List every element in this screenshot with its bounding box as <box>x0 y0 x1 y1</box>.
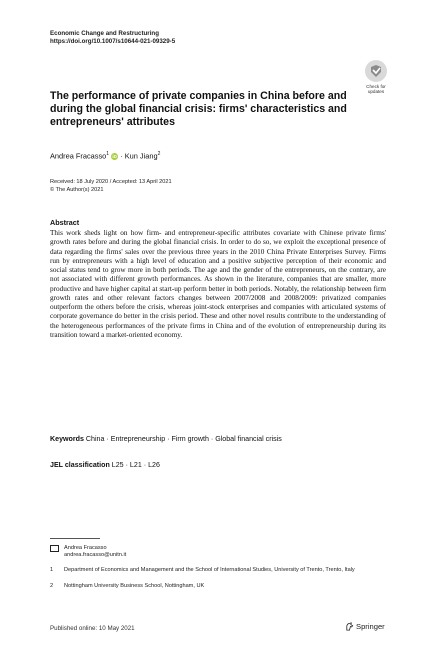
keywords-list: China · Entrepreneurship · Firm growth · Global financial crisis <box>85 435 282 443</box>
corresponding-author-name: Andrea Fracasso <box>64 545 107 551</box>
crossmark-label-2: updates <box>367 89 385 95</box>
copyright-line: © The Author(s) 2021 <box>50 187 104 193</box>
journal-name: Economic Change and Restructuring <box>50 30 159 37</box>
crossmark-icon <box>365 60 387 82</box>
author-name[interactable]: Kun Jiang <box>124 151 158 161</box>
affiliation-text: Nottingham University Business School, Nottingham, UK <box>64 582 205 589</box>
author-affiliation-mark: 2 <box>157 151 161 157</box>
affiliation-note <box>50 567 386 574</box>
received-accepted-dates: Received: 18 July 2020 / Accepted: 13 April 2021 <box>50 179 172 185</box>
springer-horse-icon <box>345 622 354 631</box>
journal-header <box>50 30 175 46</box>
author-separator: · <box>120 151 123 161</box>
affiliation-text: Department of Economics and Management and the School of International Studies, University of Trento, Trento, Italy <box>64 567 355 574</box>
abstract-heading: Abstract <box>50 218 80 227</box>
affiliation-mark: 1 <box>50 567 54 574</box>
footnote-divider <box>50 538 100 539</box>
corresponding-author-note <box>50 545 386 559</box>
corresponding-author-email[interactable]: andrea.fracasso@unitn.it <box>64 552 127 559</box>
publication-dates <box>50 178 172 194</box>
publisher-logo <box>345 622 385 631</box>
publisher-name: Springer <box>356 622 385 631</box>
jel-codes: L25 · L21 · L26 <box>111 461 160 469</box>
affiliation-note <box>50 583 386 590</box>
doi-link[interactable]: https://doi.org/10.1007/s10644-021-09329-5 <box>50 38 176 45</box>
published-online-date: Published online: 10 May 2021 <box>50 625 135 632</box>
keywords-line <box>50 435 282 443</box>
crossmark-label-1: Check for <box>366 84 386 89</box>
orcid-icon[interactable]: iD <box>112 154 117 160</box>
author-affiliation-mark: 1 <box>106 151 110 157</box>
jel-heading: JEL classification <box>50 461 110 469</box>
jel-classification <box>50 461 160 469</box>
author-list <box>50 151 160 160</box>
article-title: The performance of private companies in China before and during the global financial crisis: firms' characteristics and entrepreneurs' attributes <box>50 90 347 129</box>
abstract-text: This work sheds light on how firm- and entrepreneur-specific attributes covariate with Chinese private firms' growth rates before and during the global financial crisis. In order to do so, we exploit the exceptional presence of data regarding the firms' sales over the previous three years in the 2010 China Private Enterprises Survey. Firms run by entrepreneurs with a high level of education and a positive subjective perception of their economic and social status tend to grow more in both periods. The age and the gender of the entrepreneurs, on the contrary, are not associated with different growth performances. As shown in the literature, companies that are smaller, more productive and have higher capital at start-up perform better in both periods. Notably, the relationship between firm growth rates and other relevant factors changes between 2007/2008 and 2008/2009: privatized companies outperform the others before the crisis, whereas joint-stock enterprises and companies with articulated systems of corporate governance do better in the crisis period. These and other novel results contribute to the understanding of the heterogeneous performances of the private firms in China and of the evolution of entrepreneurship during its transition toward a market-oriented economy. <box>50 229 386 339</box>
check-for-updates-badge[interactable] <box>362 60 390 94</box>
keywords-heading: Keywords <box>50 435 84 443</box>
author-name[interactable]: Andrea Fracasso <box>50 151 107 161</box>
affiliation-mark: 2 <box>50 582 54 589</box>
envelope-icon <box>50 545 59 552</box>
footnotes <box>50 545 386 590</box>
